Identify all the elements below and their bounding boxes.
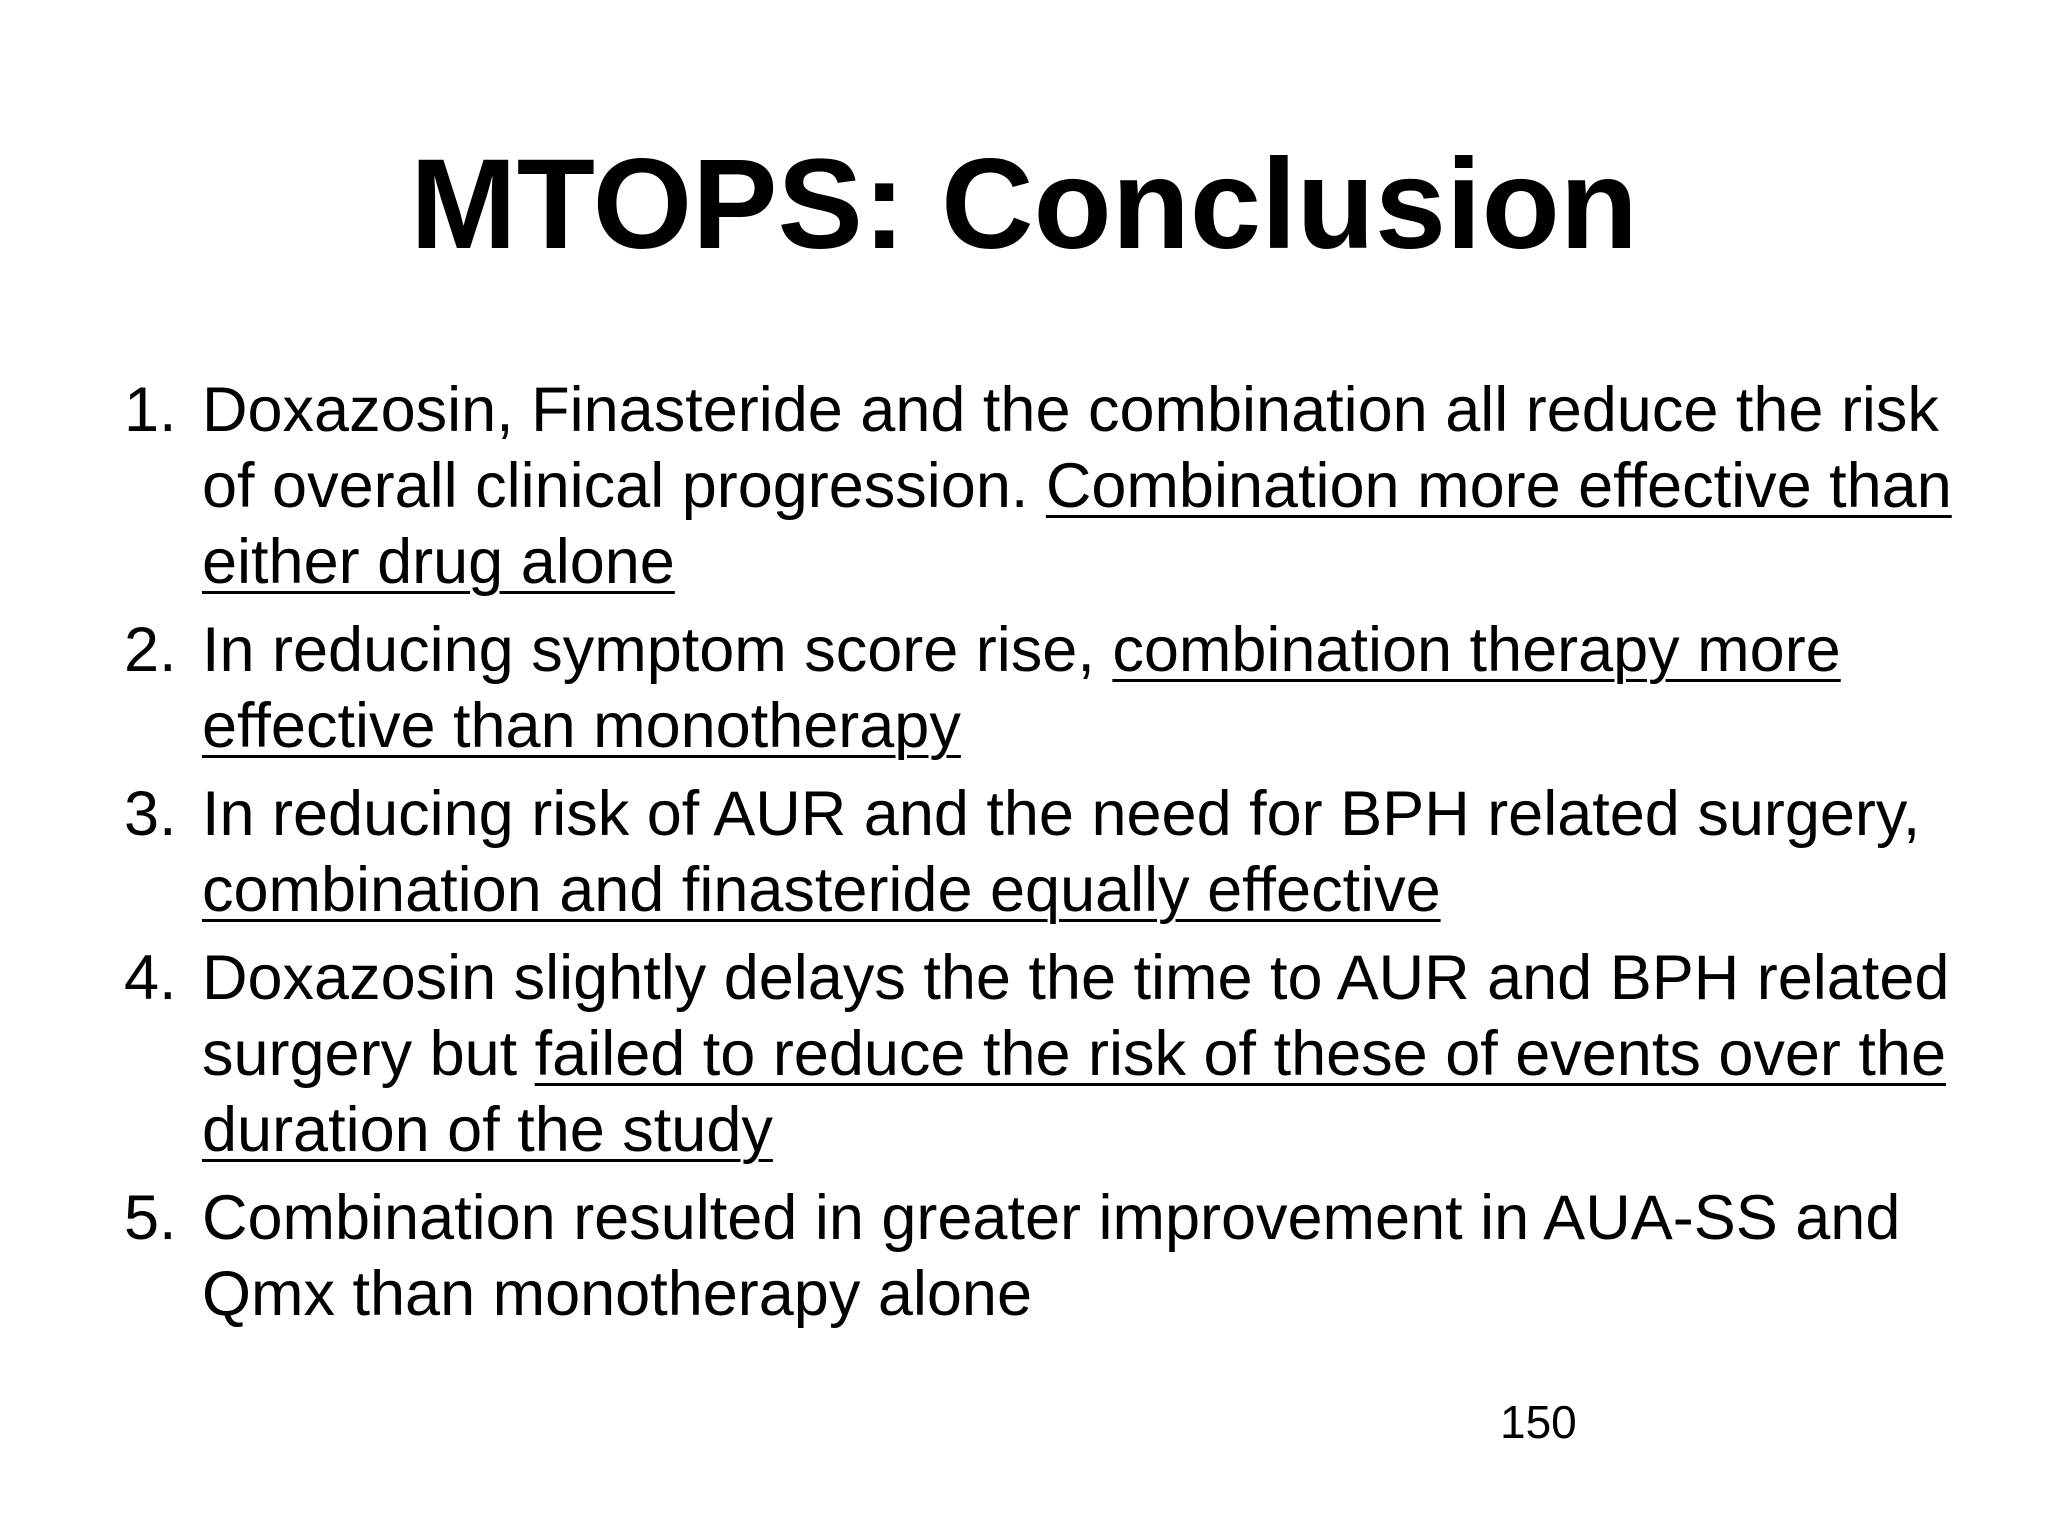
list-item-number: 4. [124,943,177,1013]
list-item-underlined-text: Combination more effective than either drug alone [202,451,1952,597]
list-item-text: In reducing symptom score rise, [202,615,1113,685]
list-item-text: Doxazosin slightly delays the the time to AUR and BPH related surgery but [202,943,1950,1089]
page-number: 150 [1500,1396,1577,1448]
list-item [0,940,2048,1168]
conclusion-list [0,372,2048,1344]
list-item [0,1180,2048,1332]
list-item-underlined-text: combination and finasteride equally effective [202,855,1441,925]
list-item-text: Doxazosin, Finasteride and the combination all reduce the risk of overall clinical progression. [202,375,1939,521]
list-item-text: Combination resulted in greater improvement in AUA-SS and Qmx than monotherapy alone [202,1183,1901,1329]
list-item-number: 2. [124,615,177,685]
list-item [0,776,2048,928]
list-item-number: 1. [124,375,177,445]
list-item-text: In reducing risk of AUR and the need for BPH related surgery, [202,779,1921,849]
list-item [0,612,2048,764]
list-item-number: 3. [124,779,177,849]
list-item-number: 5. [124,1183,177,1253]
list-item-underlined-text: combination therapy more effective than monotherapy [202,615,1841,761]
list-item [0,372,2048,600]
slide-title: MTOPS: Conclusion [410,133,1638,276]
list-item-underlined-text: failed to reduce the risk of these of events over the duration of the study [202,1019,1946,1165]
